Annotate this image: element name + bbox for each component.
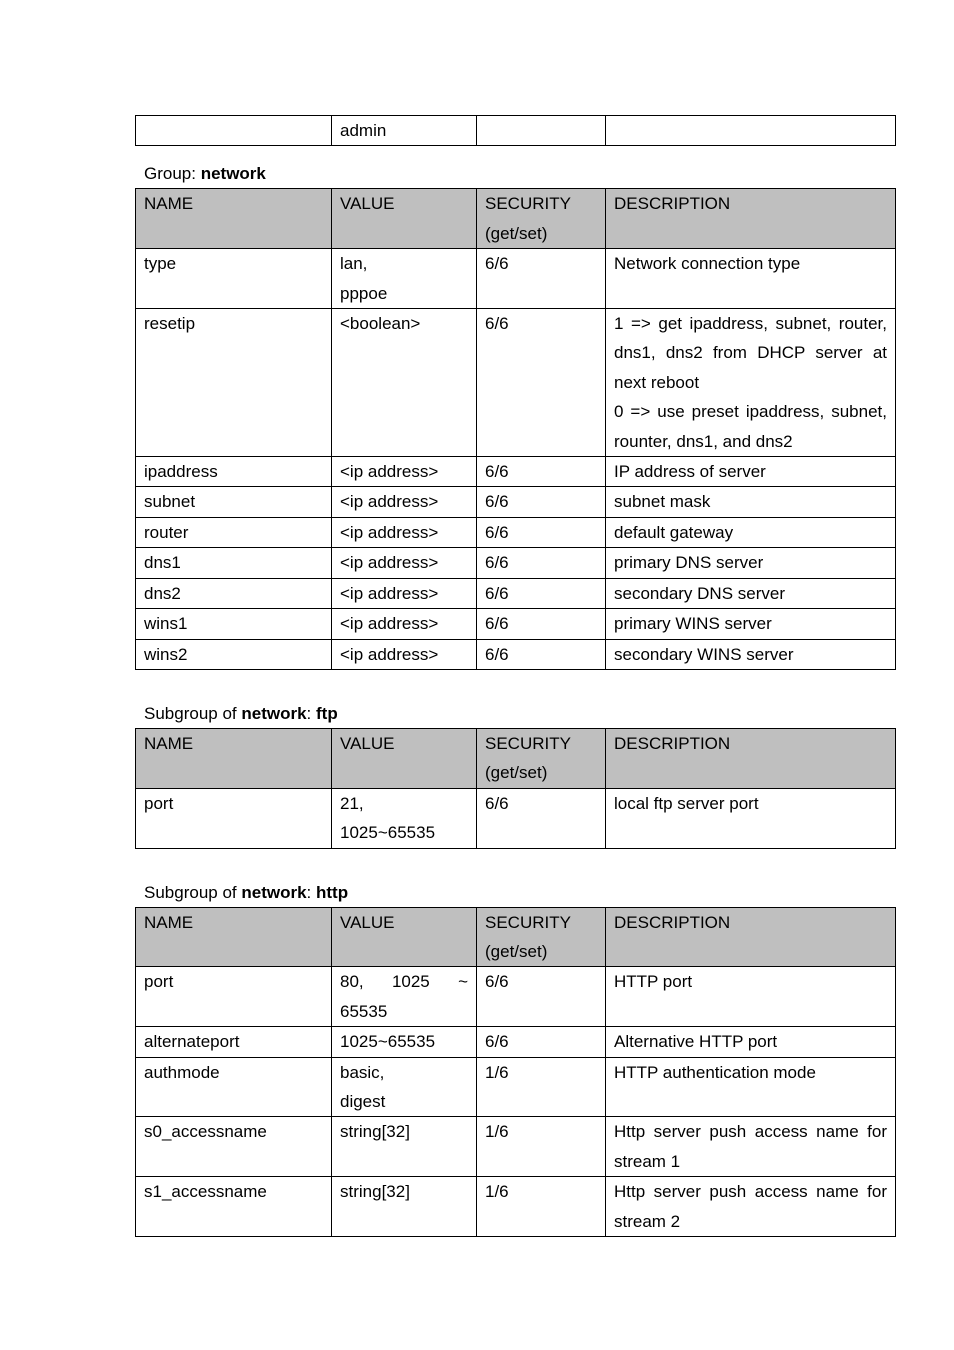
cell-description <box>606 517 896 547</box>
cell-name: wins1 <box>136 609 332 639</box>
table-row <box>136 609 896 639</box>
cell-value-line: lan, <box>340 254 368 274</box>
cell-description <box>606 487 896 517</box>
cell-security: 6/6 <box>477 309 606 457</box>
header-name: NAME <box>136 189 332 249</box>
cell-value <box>332 1027 477 1057</box>
table-header-row <box>136 907 896 967</box>
cell-name: s1_accessname <box>136 1177 332 1237</box>
cell-security: 6/6 <box>477 249 606 309</box>
table-row <box>136 639 896 669</box>
caption-subgroup-name: http <box>316 882 349 902</box>
cell-description-line: HTTP authentication mode <box>614 1062 816 1082</box>
cell-value <box>332 578 477 608</box>
cell-value-line: 21, <box>340 793 364 813</box>
cell-description <box>606 1117 896 1177</box>
caption-group-name: network <box>200 164 266 184</box>
cell-security: 6/6 <box>477 788 606 848</box>
cell-security: 6/6 <box>477 609 606 639</box>
caption-group-name: network <box>241 703 307 723</box>
header-description: DESCRIPTION <box>606 728 896 788</box>
http-table <box>135 907 896 1237</box>
table-row <box>136 249 896 309</box>
table-row <box>136 116 896 146</box>
cell-name: subnet <box>136 487 332 517</box>
table-header-row <box>136 189 896 249</box>
cell-security: 6/6 <box>477 517 606 547</box>
caption-prefix: Subgroup of <box>144 703 242 723</box>
cell-description-line: primary WINS server <box>614 614 772 634</box>
cell-security: 1/6 <box>477 1057 606 1117</box>
cell-value-line: digest <box>340 1091 386 1111</box>
cell-name: router <box>136 517 332 547</box>
cell-value <box>332 457 477 487</box>
cell-value <box>332 487 477 517</box>
table-row <box>136 548 896 578</box>
cell-security: 1/6 <box>477 1117 606 1177</box>
header-description: DESCRIPTION <box>606 189 896 249</box>
cell-description-line: secondary WINS server <box>614 644 794 664</box>
cell-security: 6/6 <box>477 487 606 517</box>
cell-description-line: IP address of server <box>614 462 766 482</box>
cell-value-line: basic, <box>340 1062 385 1082</box>
table-row <box>136 1177 896 1237</box>
header-security-sub: (get/set) <box>485 941 548 961</box>
cell-description <box>606 1177 896 1237</box>
cell-description-line: HTTP port <box>614 972 693 992</box>
cell-name: dns2 <box>136 578 332 608</box>
cell-security <box>477 116 606 146</box>
cell-value-line: <ip address> <box>340 492 439 512</box>
cell-value <box>332 249 477 309</box>
cell-value-line: <ip address> <box>340 644 439 664</box>
cell-name: ipaddress <box>136 457 332 487</box>
cell-description-line: local ftp server port <box>614 793 759 813</box>
cell-value <box>332 1117 477 1177</box>
cell-value-line: string[32] <box>340 1122 410 1142</box>
cell-value-line: pppoe <box>340 283 388 303</box>
caption-prefix: Subgroup of <box>144 882 242 902</box>
cell-value-line: 1025~65535 <box>340 823 436 843</box>
cell-value <box>332 309 477 457</box>
header-value: VALUE <box>332 728 477 788</box>
cell-value-line: <ip address> <box>340 614 439 634</box>
cell-value-line: <ip address> <box>340 462 439 482</box>
cell-name: type <box>136 249 332 309</box>
cell-value <box>332 788 477 848</box>
network-table <box>135 188 896 670</box>
cell-description-line: primary DNS server <box>614 553 764 573</box>
cell-description-line: subnet mask <box>614 492 711 512</box>
table-row <box>136 457 896 487</box>
header-security <box>477 907 606 967</box>
ftp-table <box>135 728 896 849</box>
document-page <box>135 115 895 1237</box>
cell-description-line: secondary DNS server <box>614 583 786 603</box>
cell-value <box>332 1057 477 1117</box>
cell-description-line: 1 => get ipaddress, subnet, router, dns1, dns2 from DHCP server at next reboot <box>614 314 887 392</box>
caption-separator: : <box>306 882 316 902</box>
table-header-row <box>136 728 896 788</box>
cell-value-line: 80, 1025 ~ 65535 <box>340 972 468 1021</box>
cell-description <box>606 249 896 309</box>
cell-value-line: <ip address> <box>340 553 439 573</box>
cell-description <box>606 788 896 848</box>
caption-group-name: network <box>241 882 307 902</box>
cell-description <box>606 548 896 578</box>
cell-description <box>606 1027 896 1057</box>
cell-security: 6/6 <box>477 639 606 669</box>
cell-description <box>606 578 896 608</box>
table-row <box>136 788 896 848</box>
ftp-subgroup-caption <box>135 699 895 728</box>
cell-description-line: Http server push access name for stream 1 <box>614 1122 887 1171</box>
cell-security: 6/6 <box>477 967 606 1027</box>
header-value: VALUE <box>332 907 477 967</box>
cell-security: 6/6 <box>477 548 606 578</box>
header-security <box>477 728 606 788</box>
table-row <box>136 578 896 608</box>
table-row <box>136 309 896 457</box>
cell-value-line: <ip address> <box>340 583 439 603</box>
cell-value <box>332 517 477 547</box>
cell-value: admin <box>332 116 477 146</box>
http-subgroup-caption <box>135 878 895 907</box>
cell-name: s0_accessname <box>136 1117 332 1177</box>
cell-description <box>606 116 896 146</box>
cell-value <box>332 609 477 639</box>
cell-security: 6/6 <box>477 457 606 487</box>
header-security-label: SECURITY <box>485 194 571 214</box>
caption-prefix: Group: <box>144 164 201 184</box>
cell-description <box>606 609 896 639</box>
cell-description <box>606 309 896 457</box>
cell-description-line: Http server push access name for stream 2 <box>614 1182 887 1231</box>
header-security-sub: (get/set) <box>485 223 548 243</box>
cell-name: alternateport <box>136 1027 332 1057</box>
table-row <box>136 517 896 547</box>
table-row <box>136 967 896 1027</box>
cell-description <box>606 967 896 1027</box>
cell-security: 6/6 <box>477 1027 606 1057</box>
cell-description <box>606 639 896 669</box>
header-name: NAME <box>136 907 332 967</box>
cell-name: dns1 <box>136 548 332 578</box>
table-row <box>136 1117 896 1177</box>
cell-value <box>332 548 477 578</box>
cell-value <box>332 967 477 1027</box>
cell-description <box>606 1057 896 1117</box>
cell-description-line: default gateway <box>614 522 734 542</box>
cell-name <box>136 116 332 146</box>
cell-name: authmode <box>136 1057 332 1117</box>
caption-separator: : <box>306 703 316 723</box>
cell-security: 6/6 <box>477 578 606 608</box>
header-security-label: SECURITY <box>485 733 571 753</box>
cell-description-line: Network connection type <box>614 254 801 274</box>
cell-value <box>332 639 477 669</box>
cell-value-line: <ip address> <box>340 522 439 542</box>
header-description: DESCRIPTION <box>606 907 896 967</box>
header-security-label: SECURITY <box>485 912 571 932</box>
cell-description <box>606 457 896 487</box>
table-row <box>136 1057 896 1117</box>
cell-description-line: Alternative HTTP port <box>614 1032 778 1052</box>
header-security <box>477 189 606 249</box>
cell-description-line: 0 => use preset ipaddress, subnet, rounter, dns1, and dns2 <box>614 402 887 451</box>
cell-name: resetip <box>136 309 332 457</box>
header-security-sub: (get/set) <box>485 763 548 783</box>
table-row <box>136 487 896 517</box>
cell-value <box>332 1177 477 1237</box>
cell-value-line: <boolean> <box>340 314 421 334</box>
header-value: VALUE <box>332 189 477 249</box>
caption-subgroup-name: ftp <box>316 703 338 723</box>
cell-name: wins2 <box>136 639 332 669</box>
cell-name: port <box>136 967 332 1027</box>
cell-value-line: 1025~65535 <box>340 1032 436 1052</box>
table-row <box>136 1027 896 1057</box>
cell-security: 1/6 <box>477 1177 606 1237</box>
cell-name: port <box>136 788 332 848</box>
cell-value-line: string[32] <box>340 1182 410 1202</box>
header-name: NAME <box>136 728 332 788</box>
network-group-caption <box>135 159 895 188</box>
admin-table-fragment <box>135 115 896 146</box>
